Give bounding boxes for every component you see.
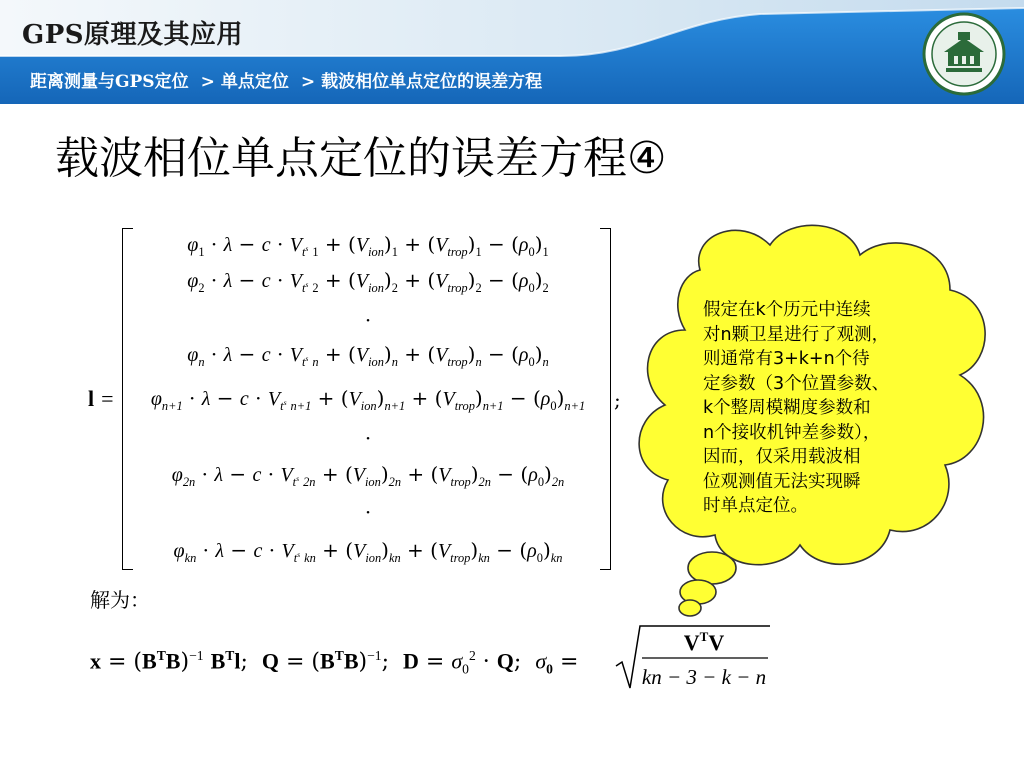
breadcrumb bbox=[30, 67, 548, 92]
breadcrumb-item-topic: 载波相位单点定位的误差方程 bbox=[321, 72, 543, 92]
note-line: 因而，仅采用载波相 bbox=[703, 447, 861, 467]
breadcrumb-item-chapter: 距离测量与GPS定位 bbox=[30, 72, 189, 92]
solution-intro: 解为： bbox=[90, 588, 150, 612]
breadcrumb-item-section: 单点定位 bbox=[220, 72, 289, 92]
svg-text:VTV: $V^TV$ bbox=[683, 629, 725, 655]
vector-l-label: l = bbox=[88, 386, 114, 411]
note-line: n个接收机钟差参数）， bbox=[703, 422, 881, 443]
note-line: 位观测值无法实现瞬 bbox=[703, 471, 861, 492]
matrix-row-kn: $\varphi_{kn} \cdot \lambda - c \cdot V_{t^s kn} + (V_{ion})_{kn} + (V_{trop})_{kn} - (\rho_0)_{kn}$ bbox=[173, 538, 563, 565]
breadcrumb-separator: > bbox=[300, 72, 316, 92]
note-line: 对n颗卫星进行了观测， bbox=[703, 324, 890, 345]
note-line: 时单点定位。 bbox=[703, 496, 808, 516]
svg-text:kn − 3 − k − n: kn − 3 − k − n bbox=[641, 665, 767, 689]
thought-cloud-note bbox=[703, 298, 933, 519]
breadcrumb-separator: > bbox=[200, 72, 215, 92]
note-line: 假定在k个历元中连续 bbox=[703, 300, 871, 320]
slide-title: 载波相位单点定位的误差方程④ bbox=[55, 133, 667, 184]
university-logo bbox=[922, 12, 1006, 96]
matrix-ellipsis: · bbox=[364, 426, 372, 450]
matrix-row-2n: $\varphi_{2n} \cdot \lambda - c \cdot V_{t^s 2n} + (V_{ion})_{2n} + (V_{trop})_{2n} - (\rho_0)_{2n}$ bbox=[171, 462, 565, 489]
matrix-row-n: $\varphi_n \cdot \lambda - c \cdot V_{t^s n} + (V_{ion})_n + (V_{trop})_n - (\rho_0)_n$ bbox=[187, 342, 549, 369]
matrix-left-bracket bbox=[122, 228, 133, 570]
note-line: 定参数（3个位置参数、 bbox=[703, 373, 890, 394]
course-title: GPS原理及其应用 bbox=[22, 20, 244, 50]
note-line: 则通常有3+k+n个待 bbox=[703, 349, 870, 369]
matrix-ellipsis: · bbox=[364, 500, 372, 524]
matrix-row-1: $\varphi_1 \cdot \lambda - c \cdot V_{t^s 1} + (V_{ion})_1 + (V_{trop})_1 - (\rho_0)_1$ bbox=[187, 232, 549, 259]
matrix-row-2: $\varphi_2 \cdot \lambda - c \cdot V_{t^s 2} + (V_{ion})_2 + (V_{trop})_2 - (\rho_0)_2$ bbox=[187, 268, 549, 295]
sigma0-fraction bbox=[612, 622, 772, 694]
slide-header bbox=[0, 0, 1024, 104]
matrix-ellipsis: · bbox=[364, 308, 372, 332]
note-line: k个整周模糊度参数和 bbox=[703, 398, 871, 418]
matrix-row-n-plus-1: $\varphi_{n+1} \cdot \lambda - c \cdot V_{t^s n+1} + (V_{ion})_{n+1} + (V_{trop})_{n+1} - (\rho_0)_{n+1}$ bbox=[150, 386, 586, 413]
solution-formulas: $x = (B^TB)^{-1}$ $B^Tl$; $Q = (B^TB)^{-1}$; $D = \sigma_0^2 \cdot Q$; $\sigma_0$ = bbox=[90, 648, 579, 677]
matrix-terminator: ; bbox=[614, 388, 621, 412]
